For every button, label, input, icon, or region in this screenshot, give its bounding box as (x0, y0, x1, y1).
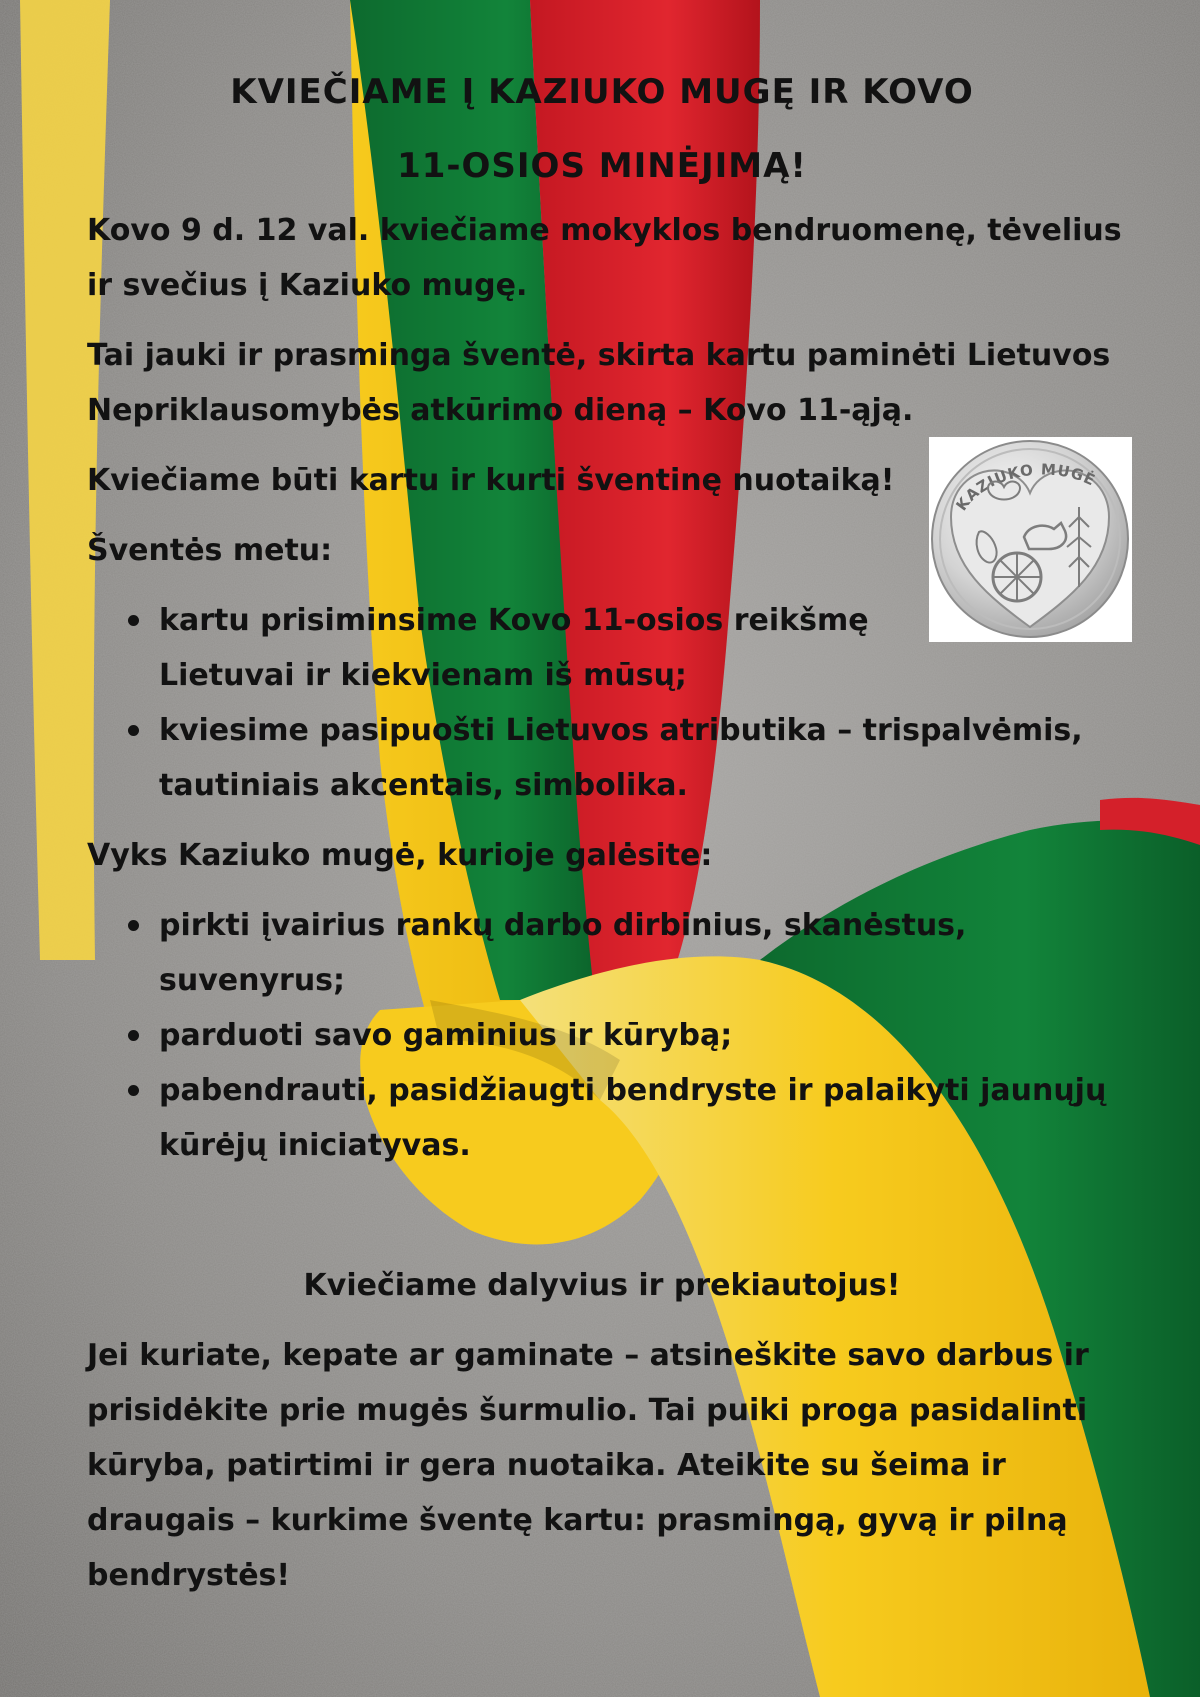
coin-icon (929, 437, 1132, 642)
list-item: pirkti įvairius rankų darbo dirbinius, skanėstus, suvenyrus; (159, 898, 1039, 1008)
coin-wheel-spokes (993, 553, 1041, 601)
intro-paragraph-3: Kviečiame būti kartu ir kurti šventinę nuotaiką! (87, 463, 895, 498)
holiday-heading: Šventės metu: (87, 533, 333, 568)
poster-title (87, 55, 1147, 203)
title-line-1: KVIEČIAME Į KAZIUKO MUGĘ IR KOVO (230, 72, 974, 112)
invite-paragraph: Jei kuriate, kepate ar gaminate – atsineškite savo darbus ir prisidėkite prie mugės šurmulio. Tai puiki proga pasidalinti kūryba, patirtimi ir gera nuotaika. Ateikite su šeima ir draugais – kurkime šventę kartu: prasmingą, gyvą ir pilną bendrystės! (87, 1338, 1089, 1593)
fair-heading: Vyks Kaziuko mugė, kurioje galėsite: (87, 838, 713, 873)
intro-paragraph-2: Tai jauki ir prasminga šventė, skirta kartu paminėti Lietuvos Nepriklausomybės atkūrimo dieną – Kovo 11-ąją. (87, 338, 1111, 428)
list-item: kviesime pasipuošti Lietuvos atributika – trispalvėmis, tautiniais akcentais, simbolika. (159, 703, 1147, 813)
title-line-2: 11-OSIOS MINĖJIMĄ! (397, 146, 807, 186)
kaziuko-muge-coin-image (929, 437, 1132, 642)
coin-inscription: KAZIUKO MUGĖ (952, 460, 1099, 515)
fair-list (87, 898, 1147, 1173)
invite-heading: Kviečiame dalyvius ir prekiautojus! (303, 1268, 901, 1303)
list-item: pabendrauti, pasidžiaugti bendryste ir palaikyti jaunųjų kūrėjų iniciatyvas. (159, 1063, 1147, 1173)
list-item: parduoti savo gaminius ir kūrybą; (159, 1008, 1147, 1063)
intro-paragraph-1: Kovo 9 d. 12 val. kviečiame mokyklos bendruomenę, tėvelius ir svečius į Kaziuko mugę. (87, 213, 1122, 303)
poster-content (87, 55, 1147, 1603)
list-item: kartu prisiminsime Kovo 11-osios reikšmę Lietuvai ir kiekvienam iš mūsų; (159, 593, 919, 703)
